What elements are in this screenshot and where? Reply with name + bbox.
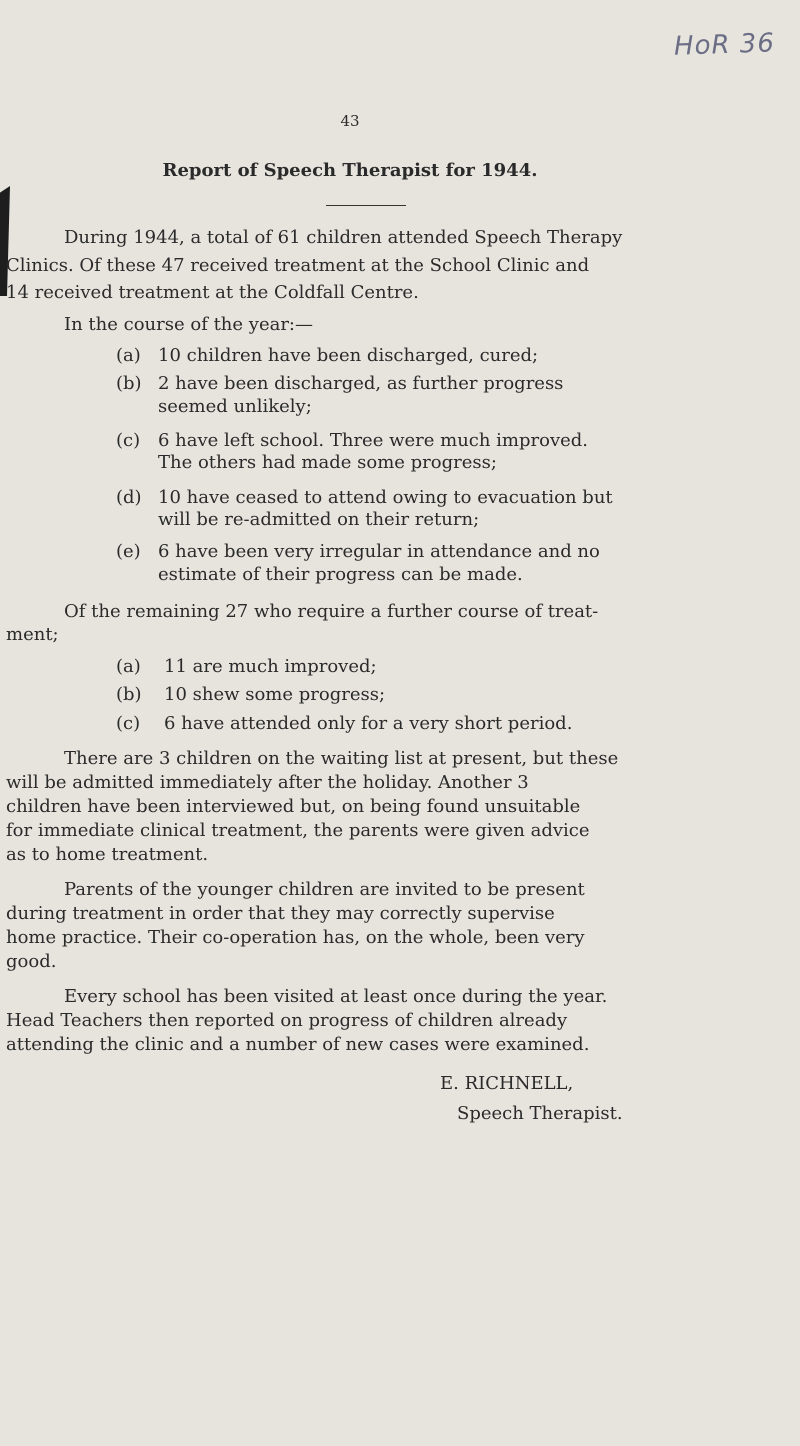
remaining-item-a-text: 11 are much improved; bbox=[164, 656, 377, 677]
year-item-d-line-1: 10 have ceased to attend owing to evacuation but bbox=[158, 487, 613, 508]
remaining-item-a-label: (a) bbox=[116, 656, 141, 677]
waiting-line-1: There are 3 children on the waiting list at present, but these bbox=[64, 748, 619, 769]
parents-line-2: during treatment in order that they may correctly supervise bbox=[6, 903, 555, 924]
year-intro: In the course of the year:— bbox=[64, 314, 313, 335]
handwritten-reference: HoR 36 bbox=[673, 28, 776, 62]
intro-line-1: During 1944, a total of 61 children attended Speech Therapy bbox=[64, 227, 623, 248]
school-line-1: Every school has been visited at least once during the year. bbox=[64, 986, 608, 1007]
parents-line-3: home practice. Their co-operation has, on the whole, been very bbox=[6, 927, 585, 948]
parents-line-1: Parents of the younger children are invited to be present bbox=[64, 879, 585, 900]
signature-name: E. RICHNELL, bbox=[440, 1073, 574, 1094]
remaining-item-c-text: 6 have attended only for a very short period. bbox=[164, 713, 573, 734]
year-item-e-line-1: 6 have been very irregular in attendance and no bbox=[158, 541, 600, 562]
year-item-c-label: (c) bbox=[116, 430, 141, 451]
year-item-b-line-2: seemed unlikely; bbox=[158, 396, 312, 417]
title-divider bbox=[326, 205, 406, 206]
waiting-line-2: will be admitted immediately after the holiday. Another 3 bbox=[6, 772, 529, 793]
year-item-b-label: (b) bbox=[116, 373, 142, 394]
year-item-c-line-2: The others had made some progress; bbox=[158, 452, 497, 473]
year-item-b-line-1: 2 have been discharged, as further progress bbox=[158, 373, 564, 394]
school-line-3: attending the clinic and a number of new cases were examined. bbox=[6, 1034, 590, 1055]
intro-line-3: 14 received treatment at the Coldfall Centre. bbox=[6, 282, 419, 303]
remaining-item-b-text: 10 shew some progress; bbox=[164, 684, 386, 705]
remaining-intro-line-1: Of the remaining 27 who require a further course of treat- bbox=[64, 601, 599, 622]
report-title: Report of Speech Therapist for 1944. bbox=[162, 160, 538, 181]
year-item-a-label: (a) bbox=[116, 345, 141, 366]
waiting-line-3: children have been interviewed but, on being found unsuitable bbox=[6, 796, 581, 817]
year-item-e-line-2: estimate of their progress can be made. bbox=[158, 564, 523, 585]
year-item-d-line-2: will be re-admitted on their return; bbox=[158, 509, 480, 530]
remaining-item-b-label: (b) bbox=[116, 684, 142, 705]
remaining-item-c-label: (c) bbox=[116, 713, 141, 734]
waiting-line-5: as to home treatment. bbox=[6, 844, 209, 865]
year-item-c-line-1: 6 have left school. Three were much improved. bbox=[158, 430, 589, 451]
waiting-line-4: for immediate clinical treatment, the parents were given advice bbox=[6, 820, 590, 841]
school-line-2: Head Teachers then reported on progress of children already bbox=[6, 1010, 568, 1031]
signature-role: Speech Therapist. bbox=[457, 1103, 623, 1124]
page-number: 43 bbox=[340, 112, 360, 130]
intro-line-2: Clinics. Of these 47 received treatment at the School Clinic and bbox=[6, 255, 590, 276]
year-item-d-label: (d) bbox=[116, 487, 142, 508]
parents-line-4: good. bbox=[6, 951, 57, 972]
year-item-e-label: (e) bbox=[116, 541, 141, 562]
remaining-intro-line-2: ment; bbox=[6, 624, 59, 645]
year-item-a-line-1: 10 children have been discharged, cured; bbox=[158, 345, 539, 366]
